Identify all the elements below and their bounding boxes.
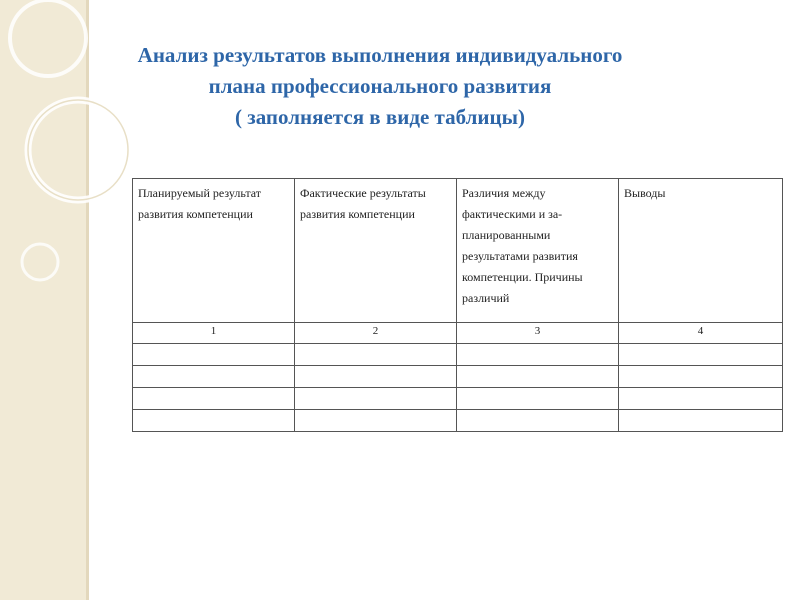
table-cell	[295, 344, 457, 366]
table-cell	[457, 410, 619, 432]
table-cell	[133, 410, 295, 432]
table-header-row	[133, 179, 783, 323]
column-number-3: 3	[457, 323, 619, 344]
table-row	[133, 388, 783, 410]
title-line-2: плана профессионального развития	[208, 74, 552, 98]
table-cell	[619, 388, 783, 410]
table-cell	[619, 344, 783, 366]
analysis-table	[132, 178, 783, 432]
column-number-4: 4	[619, 323, 783, 344]
header-differences: Различия между фактическими и за-планированными результатами развития компетенции. Причины различий	[457, 179, 619, 323]
table-cell	[295, 410, 457, 432]
header-conclusions: Выводы	[619, 179, 783, 323]
table-cell	[619, 366, 783, 388]
table-row	[133, 366, 783, 388]
title-line-3: ( заполняется в виде таблицы)	[235, 105, 525, 129]
header-actual-result: Фактические результаты развития компетенции	[295, 179, 457, 323]
table-cell	[295, 388, 457, 410]
table-cell	[457, 388, 619, 410]
title-line-1: Анализ результатов выполнения индивидуального	[137, 43, 623, 67]
table-cell	[457, 344, 619, 366]
table-cell	[133, 388, 295, 410]
table-cell	[295, 366, 457, 388]
table-cell	[457, 366, 619, 388]
table-row	[133, 344, 783, 366]
header-planned-result: Планируемый результат развития компетенции	[133, 179, 295, 323]
table-row	[133, 410, 783, 432]
table-cell	[133, 366, 295, 388]
column-number-2: 2	[295, 323, 457, 344]
table-number-row	[133, 323, 783, 344]
table-cell	[133, 344, 295, 366]
table-cell	[619, 410, 783, 432]
column-number-1: 1	[133, 323, 295, 344]
slide-title	[100, 40, 660, 133]
